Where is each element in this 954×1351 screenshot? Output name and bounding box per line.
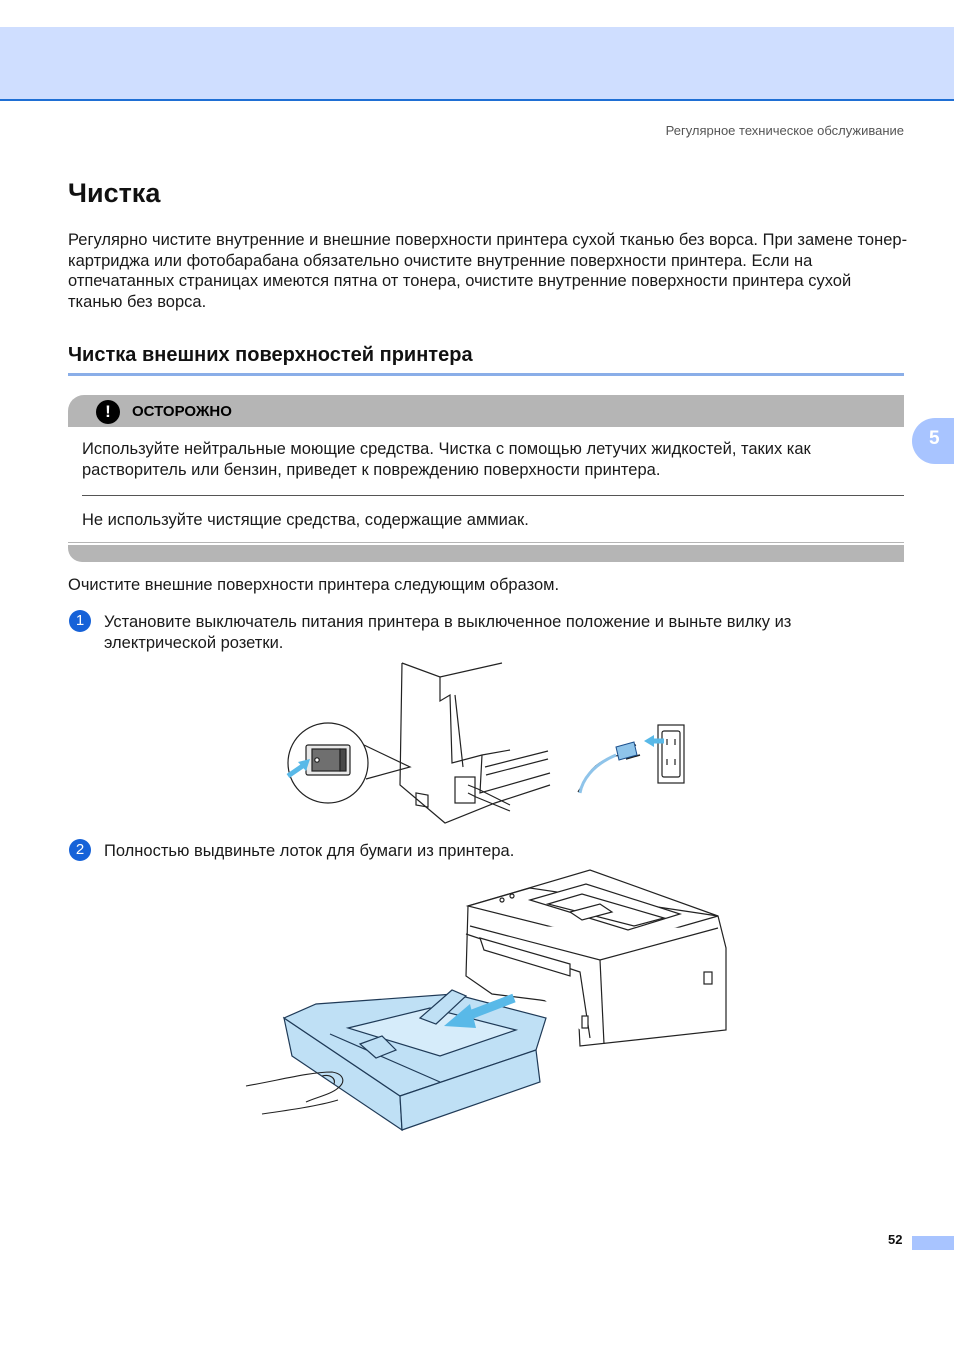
caution-label: ОСТОРОЖНО [132,403,232,420]
page-number: 52 [888,1232,903,1247]
caution-header [68,395,904,427]
chapter-number: 5 [929,428,940,449]
page-title: Чистка [68,178,161,208]
steps-lead: Очистите внешние поверхности принтера следующим образом. [68,576,560,594]
caution-item: Не используйте чистящие средства, содержащие аммиак. [82,511,529,529]
step-text: Установите выключатель питания принтера в выключенное положение и выньте вилку из электрической розетки. [104,613,792,652]
page-number-tab [912,1236,954,1250]
caution-end-line [68,542,904,543]
caution-divider [82,495,904,496]
caution-footer [68,545,904,562]
intro-paragraph: Регулярно чистите внутренние и внешние поверхности принтера сухой тканью без ворса. При замене тонер-картриджа или фотобарабана обязательно очистите внутренние поверхности принтера. Если на отпечатанных страницах имеются пятна от тонера, очистите внутренние поверхности принтера сухой тканью без ворса. [68,231,908,311]
step-number-badge: 1 [69,610,91,632]
chapter-tab [912,418,954,464]
step-number-badge: 2 [69,839,91,861]
section-rule [68,373,904,376]
step-text: Полностью выдвиньте лоток для бумаги из принтера. [104,842,515,860]
section-title: Чистка внешних поверхностей принтера [68,344,473,366]
running-header: Регулярное техническое обслуживание [665,123,904,138]
paper-tray-pull-illustration [240,868,730,1133]
power-off-unplug-illustration [280,655,700,830]
caution-item: Используйте нейтральные моющие средства. Чистка с помощью летучих жидкостей, таких как растворитель или бензин, приведет к повреждению поверхности принтера. [82,440,811,479]
warning-icon: ! [96,400,120,424]
header-band [0,27,954,101]
